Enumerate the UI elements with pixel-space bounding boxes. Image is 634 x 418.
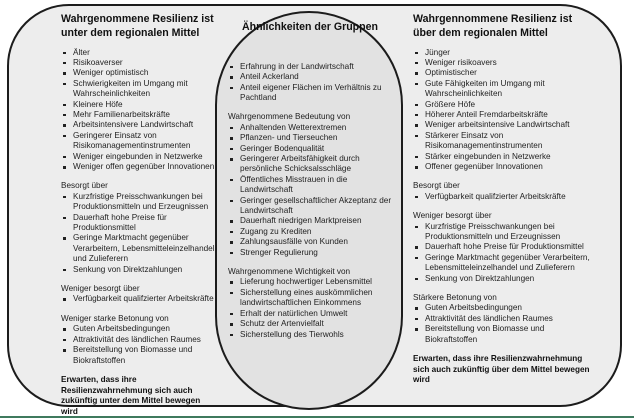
bullet-list [228,277,392,339]
bullet-list [413,222,591,284]
bullet-item: Bereitstellung von Biomasse und Biokraftstoffen [61,345,219,366]
bullet-item: Geringer gesellschaftlicher Akzeptanz der Landwirtschaft [228,196,392,217]
bullet-item: Anteil Ackerland [228,72,392,82]
section-perceived-importance-of-risks [228,112,392,258]
bullet-list [413,303,591,345]
section-characteristics [413,48,591,173]
bullet-item: Attraktivität des ländlichen Raumes [61,335,219,345]
bullet-item: Anteil eigener Flächen im Verhältnis zu Pachtland [228,83,392,104]
bullet-item: Stärkerer Einsatz von Risikomanagementinstrumenten [413,131,591,152]
section-less-concerned [61,284,219,305]
bullet-item: Senkung von Direktzahlungen [413,274,591,284]
bullet-list [228,62,392,104]
section-concerned [61,181,219,275]
bullet-item: Dauerhaft hohe Preise für Produktionsmittel [61,213,219,234]
bullet-item: Sicherstellung des Tierwohls [228,330,392,340]
panel-above-average [413,13,591,386]
bullet-item: Guten Arbeitsbedingungen [61,324,219,334]
bullet-item: Stärker eingebunden in Netzwerke [413,152,591,162]
section-stronger-emphasis [413,293,591,345]
section-heading: Weniger starke Betonung von [61,313,169,323]
bullet-item: Geringe Marktmacht gegenüber Verarbeitern, Lebensmitteleinzelhandel und Zulieferern [413,253,591,274]
bullet-item: Schutz der Artenvielfalt [228,319,392,329]
panel-title-above-average: Wahrgennommene Resilienz ist über dem regionalen Mittel [413,13,573,39]
bullet-item: Zahlungsausfälle von Kunden [228,237,392,247]
bullet-item: Geringerer Einsatz von Risikomanagementinstrumenten [61,131,219,152]
bullet-item: Kurzfristige Preisschwankungen bei Produktionsmitteln und Erzeugnissen [61,192,219,213]
bullet-list [61,192,219,275]
bullet-item: Guten Arbeitsbedingungen [413,303,591,313]
section-less-concerned [413,211,591,284]
section-heading: Weniger besorgt über [61,284,140,294]
bullet-item: Weniger optimistisch [61,68,219,78]
bullet-item: Dauerhaft niedrigen Marktpreisen [228,216,392,226]
bullet-item: Öffentliches Misstrauen in die Landwirtschaft [228,175,392,196]
bullet-item: Gute Fähigkeiten im Umgang mit Wahrscheinlichkeiten [413,79,591,100]
section-concerned [413,181,591,202]
section-heading: Wahrgenommene Bedeutung von [228,112,351,122]
bullet-item: Weniger arbeitsintensive Landwirtschaft [413,120,591,130]
bullet-item: Anhaltenden Wetterextremen [228,123,392,133]
bullet-item: Zugang zu Krediten [228,227,392,237]
panel-footer-above-average: Erwarten, dass ihre Resilienzwahrnehmung sich auch zukünftig über dem Mittel bewegen wird [413,354,590,385]
bullet-item: Arbeitsintensivere Landwirtschaft [61,120,219,130]
bullet-item: Schwierigkeiten im Umgang mit Wahrscheinlichkeiten [61,79,219,100]
bullet-item: Strenger Regulierung [228,248,392,258]
section-heading: Besorgt über [413,181,460,191]
bullet-item: Höherer Anteil Fremdarbeitskräfte [413,110,591,120]
bullet-item: Verfügbarkeit qualifzierter Arbeitskräfte [61,294,219,304]
bullet-item: Geringerer Arbeitsfähigkeit durch persönliche Schicksalsschläge [228,154,392,175]
bullet-item: Attraktivität des ländlichen Raumes [413,314,591,324]
bullet-item: Geringer Bodenqualität [228,144,392,154]
bullet-item: Jünger [413,48,591,58]
bullet-list [61,48,219,173]
bullet-item: Mehr Familienarbeitskräfte [61,110,219,120]
bullet-list [413,192,591,202]
section-shared-traits [228,62,392,104]
panel-title-similarities: Ähnlichkeiten der Gruppen [242,21,378,33]
bullet-item: Weniger risikoavers [413,58,591,68]
bullet-item: Verfügbarkeit qualifzierter Arbeitskräfte [413,192,591,202]
bullet-item: Weniger offen gegenüber Innovationen [61,162,219,172]
bullet-item: Weniger eingebunden in Netzwerke [61,152,219,162]
bullet-item: Erfahrung in der Landwirtschaft [228,62,392,72]
bullet-item: Geringe Marktmacht gegenüber Verarbeitern, Lebensmitteleinzelhandel und Zulieferern [61,233,219,264]
bullet-item: Optimistischer [413,68,591,78]
panel-footer-below-average: Erwarten, dass ihre Resilienzwahrnehmung sich auch zukünftig unter dem Mittel bewegen wird [61,374,201,416]
section-perceived-importance-of-functions [228,267,392,340]
bullet-item: Offener gegenüber Innovationen [413,162,591,172]
bullet-item: Pflanzen- und Tierseuchen [228,133,392,143]
section-heading: Stärkere Betonung von [413,293,497,303]
bullet-item: Erhalt der natürlichen Umwelt [228,309,392,319]
panel-below-average [61,13,219,417]
bullet-list [61,324,219,366]
panel-title-below-average: Wahrgenommene Resilienz ist unter dem regionalen Mittel [61,13,214,39]
bullet-item: Risikoaverser [61,58,219,68]
section-characteristics [61,48,219,173]
bullet-item: Dauerhaft hohe Preise für Produktionsmittel [413,242,591,252]
bullet-list [413,48,591,173]
bullet-item: Größere Höfe [413,100,591,110]
panel-similarities [228,21,392,340]
bullet-item: Kurzfristige Preisschwankungen bei Produktionsmitteln und Erzeugnissen [413,222,591,243]
bullet-item: Bereitstellung von Biomasse und Biokraftstoffen [413,324,591,345]
bullet-item: Lieferung hochwertiger Lebensmittel [228,277,392,287]
bullet-item: Älter [61,48,219,58]
bullet-item: Sicherstellung eines auskömmlichen landwirtschaftlichen Einkommens [228,288,392,309]
section-heading: Weniger besorgt über [413,211,492,221]
section-heading: Besorgt über [61,181,108,191]
bullet-item: Kleinere Höfe [61,100,219,110]
bullet-list [228,123,392,258]
bullet-item: Senkung von Direktzahlungen [61,265,219,275]
section-heading: Wahrgenommene Wichtigkeit von [228,267,351,277]
bullet-list [61,294,219,304]
section-less-emphasis [61,314,219,366]
